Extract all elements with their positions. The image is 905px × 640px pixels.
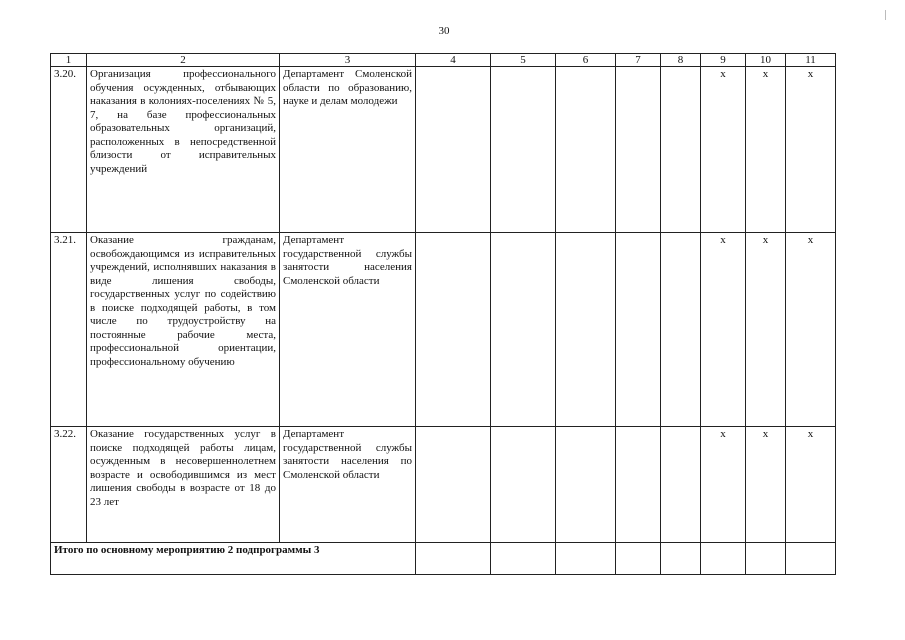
row-number: 3.22. [51, 427, 87, 543]
cell-col4 [416, 427, 491, 543]
column-header: 6 [556, 54, 616, 67]
total-row [51, 543, 836, 575]
responsible-department: Департамент государственной службы занятости населения по Смоленской области [280, 427, 416, 543]
cell-col10: x [746, 233, 786, 427]
cell-col4 [416, 233, 491, 427]
cell-col6 [556, 67, 616, 233]
row-number: 3.20. [51, 67, 87, 233]
total-cell-col11 [786, 543, 836, 575]
column-header: 4 [416, 54, 491, 67]
table-row [51, 427, 836, 543]
program-table [50, 53, 836, 575]
total-cell-col10 [746, 543, 786, 575]
total-cell-col8 [661, 543, 701, 575]
total-cell-col6 [556, 543, 616, 575]
table-row [51, 67, 836, 233]
page-number: 30 [438, 25, 450, 37]
total-cell-col5 [491, 543, 556, 575]
cell-col8 [661, 427, 701, 543]
cell-col5 [491, 427, 556, 543]
cell-col7 [616, 233, 661, 427]
cell-col10: x [746, 67, 786, 233]
activity-title: Организация профессионального обучения осужденных, отбывающих наказания в колониях-поселениях № 5, 7, на базе профессиональных образовательных организаций, расположенных в непосредственной близости от исправительных учреждений [87, 67, 280, 233]
cell-col7 [616, 67, 661, 233]
responsible-department: Департамент государственной службы занятости населения Смоленской области [280, 233, 416, 427]
column-header: 11 [786, 54, 836, 67]
cell-col9: x [701, 427, 746, 543]
cell-col10: x [746, 427, 786, 543]
cell-col9: x [701, 233, 746, 427]
total-cell-col7 [616, 543, 661, 575]
cell-col7 [616, 427, 661, 543]
column-number-row [51, 54, 836, 67]
column-header: 5 [491, 54, 556, 67]
column-header: 8 [661, 54, 701, 67]
cell-col8 [661, 233, 701, 427]
responsible-department: Департамент Смоленской области по образованию, науке и делам молодежи [280, 67, 416, 233]
cell-col6 [556, 233, 616, 427]
cell-col6 [556, 427, 616, 543]
cell-col5 [491, 67, 556, 233]
column-header: 10 [746, 54, 786, 67]
column-header: 1 [51, 54, 87, 67]
activity-title: Оказание государственных услуг в поиске подходящей работы лицам, осужденным в несовершеннолетнем возрасте и освободившимся из мест лишения свободы в возрасте от 18 до 23 лет [87, 427, 280, 543]
cell-col9: x [701, 67, 746, 233]
cell-col8 [661, 67, 701, 233]
edge-mark [885, 10, 886, 20]
column-header: 9 [701, 54, 746, 67]
cell-col11: x [786, 67, 836, 233]
total-label: Итого по основному мероприятию 2 подпрограммы 3 [51, 543, 416, 575]
cell-col4 [416, 67, 491, 233]
table-row [51, 233, 836, 427]
column-header: 3 [280, 54, 416, 67]
total-cell-col4 [416, 543, 491, 575]
cell-col11: x [786, 427, 836, 543]
row-number: 3.21. [51, 233, 87, 427]
column-header: 2 [87, 54, 280, 67]
cell-col11: x [786, 233, 836, 427]
activity-title: Оказание гражданам, освобождающимся из исправительных учреждений, исполнявших наказания в виде лишения свободы, государственных услуг по содействию в поиске подходящей работы, в том числе по трудоустройству на постоянные рабочие места, профессиональной ориентации, профессиональному обучению [87, 233, 280, 427]
total-cell-col9 [701, 543, 746, 575]
column-header: 7 [616, 54, 661, 67]
cell-col5 [491, 233, 556, 427]
